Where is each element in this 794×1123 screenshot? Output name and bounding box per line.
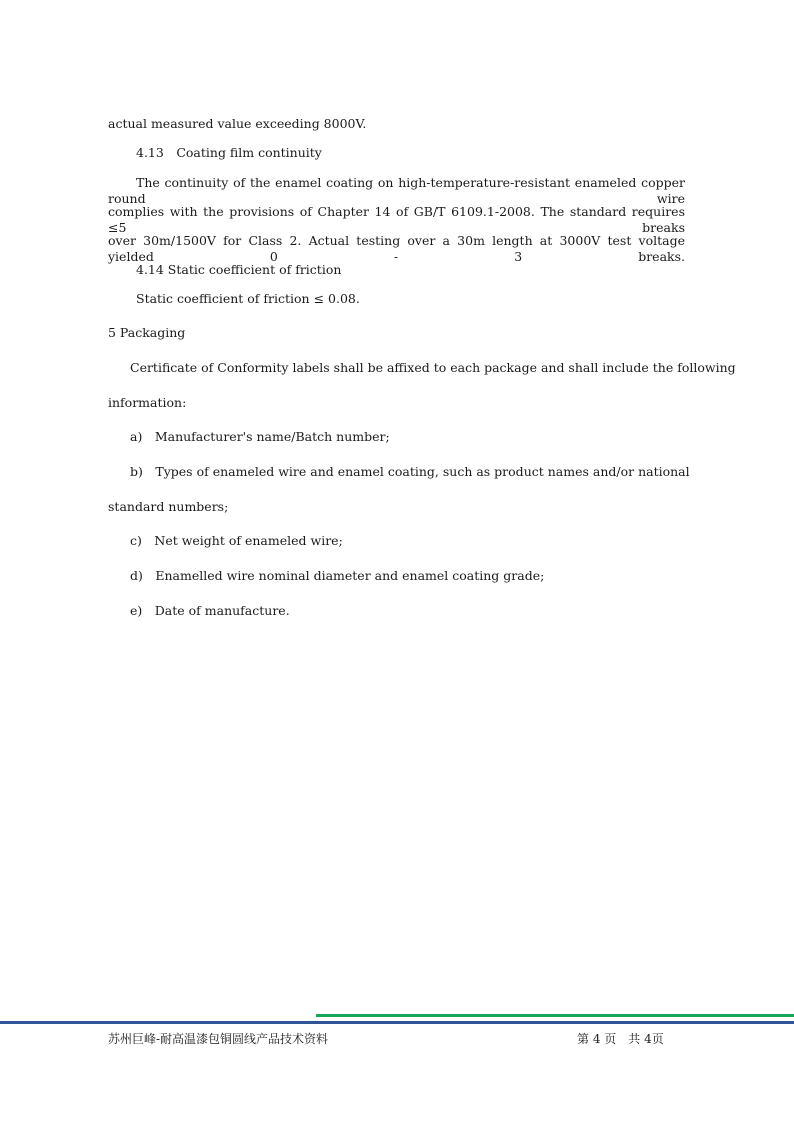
body-line-continued: actual measured value exceeding 8000V. <box>108 116 367 131</box>
list-item-e: e) Date of manufacture. <box>130 603 290 618</box>
list-item-a: a) Manufacturer's name/Batch number; <box>130 429 390 444</box>
list-item-b-cont: standard numbers; <box>108 499 229 514</box>
paragraph-line-3: over 30m/1500V for Class 2. Actual testing over a 30m length at 3000V test voltage yielded 0 - 3 breaks. <box>108 233 685 264</box>
footer-rule-green <box>316 1014 794 1017</box>
footer-rule-blue <box>0 1021 794 1024</box>
list-item-b: b) Types of enameled wire and enamel coating, such as product names and/or national <box>130 464 690 479</box>
list-item-d: d) Enamelled wire nominal diameter and enamel coating grade; <box>130 568 545 583</box>
section-heading-4-13: 4.13 Coating film continuity <box>136 145 322 160</box>
section-heading-5: 5 Packaging <box>108 325 186 340</box>
friction-statement: Static coefficient of friction ≤ 0.08. <box>136 291 360 306</box>
paragraph-line-2: complies with the provisions of Chapter 14 of GB/T 6109.1-2008. The standard requires ≤5 breaks <box>108 204 685 235</box>
paragraph-line-1: The continuity of the enamel coating on high-temperature-resistant enameled copper round wire <box>108 175 685 206</box>
packaging-intro-cont: information: <box>108 395 187 410</box>
footer-title: 苏州巨峰-耐高温漆包铜圆线产品技术资料 <box>108 1032 329 1046</box>
packaging-intro: Certificate of Conformity labels shall be affixed to each package and shall include the following <box>130 360 736 375</box>
list-item-c: c) Net weight of enameled wire; <box>130 533 343 548</box>
footer-page-info: 第 4 页 共 4页 <box>577 1032 664 1046</box>
section-heading-4-14: 4.14 Static coefficient of friction <box>136 262 342 277</box>
